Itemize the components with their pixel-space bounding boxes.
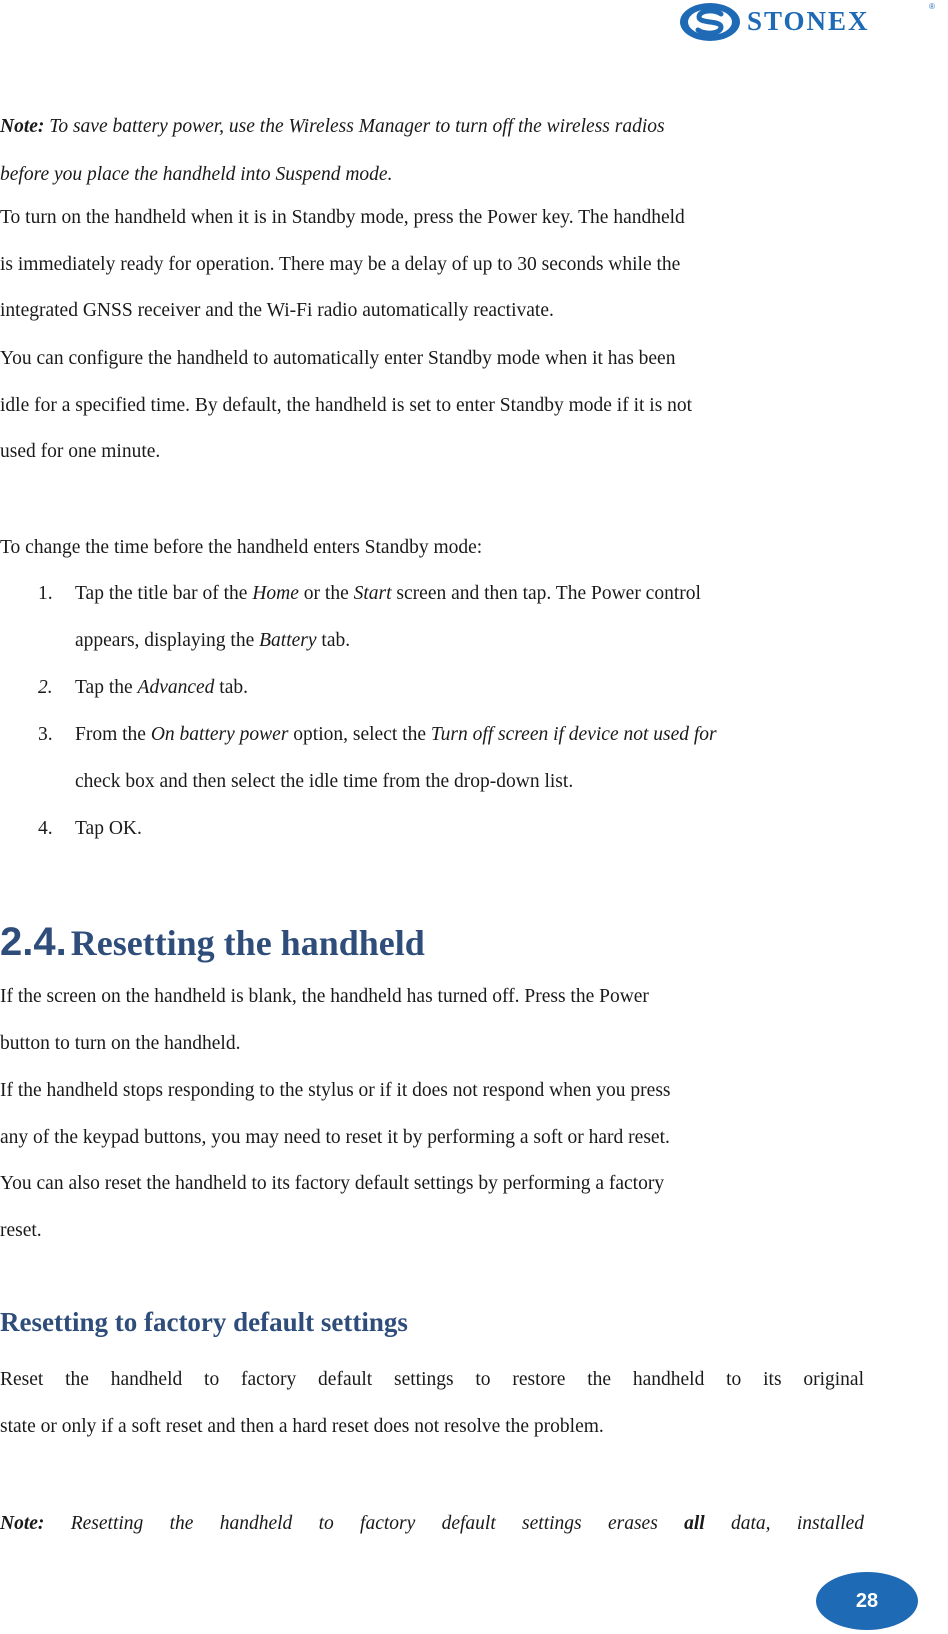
paragraph-line: used for one minute. [0, 441, 161, 462]
paragraph-line: If the screen on the handheld is blank, the handheld has turned off. Press the Power [0, 986, 649, 1007]
paragraph-line: button to turn on the handheld. [0, 1033, 241, 1054]
paragraph-line: Reset the handheld to factory default settings to restore the handheld to its original [0, 1369, 864, 1390]
paragraph-line: To turn on the handheld when it is in Standby mode, press the Power key. The handheld [0, 207, 685, 228]
paragraph-line: If the handheld stops responding to the stylus or if it does not respond when you press [0, 1080, 671, 1101]
paragraph-line: You can configure the handheld to automatically enter Standby mode when it has been [0, 348, 676, 369]
paragraph-line: idle for a specified time. By default, the handheld is set to enter Standby mode if it is not [0, 395, 693, 416]
step-1-line-1: Tap the title bar of the Home or the Start screen and then tap. The Power control [75, 583, 701, 604]
logo-wordmark: STONEX [747, 6, 870, 36]
note-2-line: Note: Resetting the handheld to factory default settings erases all data, installed [0, 1513, 865, 1534]
step-1-line-2: appears, displaying the Battery tab. [75, 630, 351, 651]
paragraph-line: is immediately ready for operation. There may be a delay of up to 30 seconds while the [0, 254, 681, 275]
stonex-logo [675, 0, 940, 44]
paragraph-line: integrated GNSS receiver and the Wi-Fi radio automatically reactivate. [0, 300, 554, 321]
step-number: 4. [38, 818, 53, 839]
paragraph-line: reset. [0, 1220, 42, 1241]
steps-intro: To change the time before the handheld enters Standby mode: [0, 537, 483, 558]
note-label: Note: [0, 116, 45, 137]
paragraph-line: You can also reset the handheld to its factory default settings by performing a factory [0, 1173, 665, 1194]
note-line-1: Note: To save battery power, use the Wireless Manager to turn off the wireless radios [0, 116, 665, 137]
section-heading: 2.4. Resetting the handheld [0, 920, 425, 964]
step-3-line-1: From the On battery power option, select the Turn off screen if device not used for [75, 724, 717, 745]
step-number: 2. [38, 677, 53, 698]
note-line-2: before you place the handheld into Suspend mode. [0, 164, 393, 185]
registered-mark: ® [929, 2, 935, 11]
step-4-line: Tap OK. [75, 818, 142, 839]
step-2-line: Tap the Advanced tab. [75, 677, 248, 698]
subsection-heading: Resetting to factory default settings [0, 1307, 408, 1337]
paragraph-line: state or only if a soft reset and then a hard reset does not resolve the problem. [0, 1416, 604, 1437]
step-number: 1. [38, 583, 53, 604]
paragraph-line: any of the keypad buttons, you may need to reset it by performing a soft or hard reset. [0, 1127, 670, 1148]
step-number: 3. [38, 724, 53, 745]
page-number-badge: 28 [816, 1572, 918, 1630]
step-3-line-2: check box and then select the idle time from the drop-down list. [75, 771, 574, 792]
